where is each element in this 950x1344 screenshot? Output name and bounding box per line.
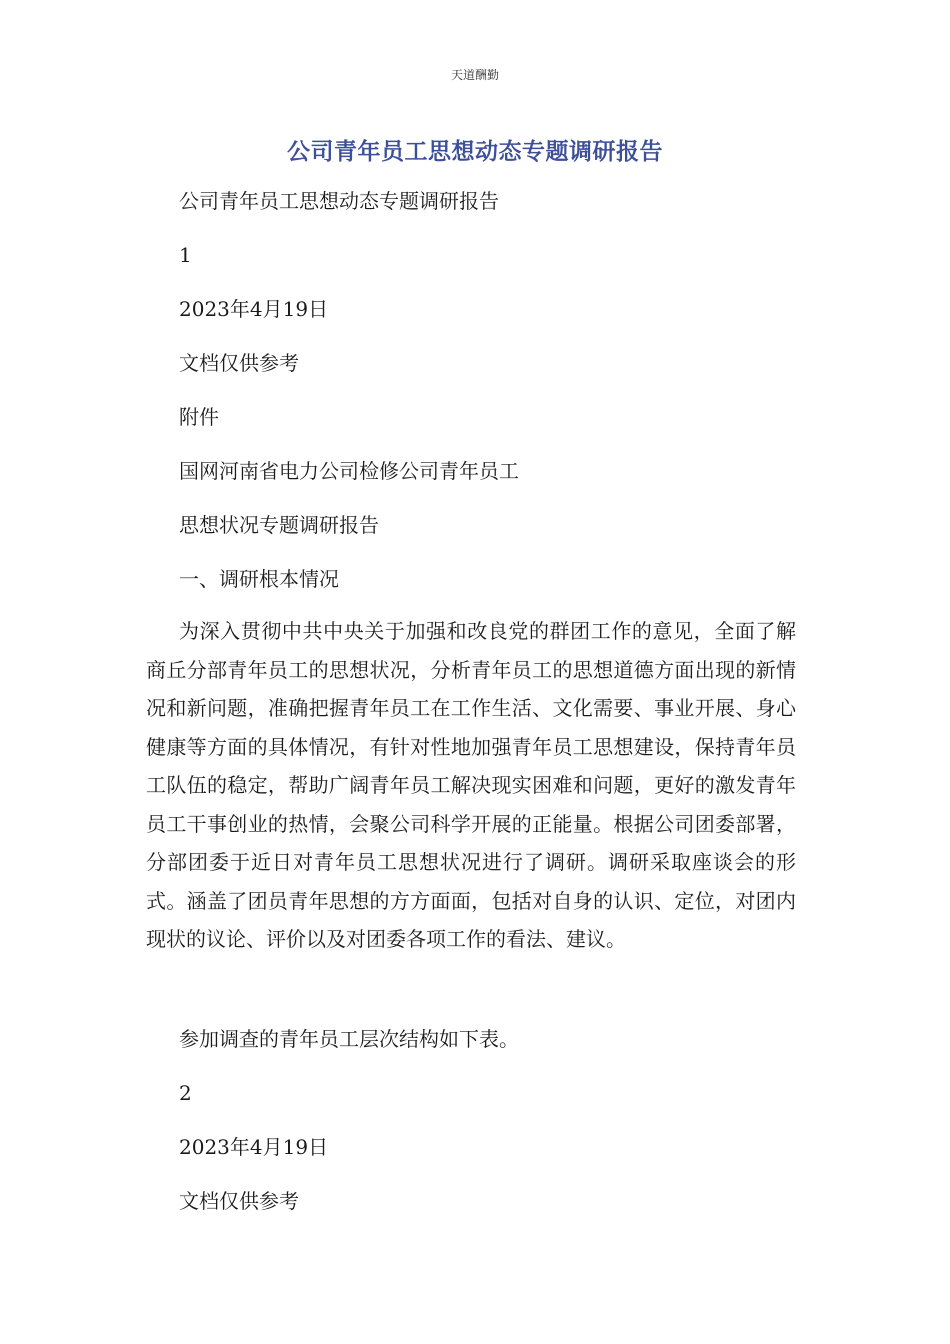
subtitle-line: 公司青年员工思想动态专题调研报告 [179, 189, 499, 213]
body-paragraph: 为深入贯彻中共中央关于加强和改良党的群团工作的意见，全面了解商丘分部青年员工的思想状况，分析青年员工的思想道德方面出现的新情况和新问题，准确把握青年员工在工作生活、文化需要、事业开展、身心健康等方面的具体情况，有针对性地加强青年员工思想建设，保持青年员工队伍的稳定，帮助广阔青年员工解决现实困难和问题，更好的激发青年员工干事创业的热情，会聚公司科学开展的正能量。根据公司团委部署，分部团委于近日对青年员工思想状况进行了调研。调研采取座谈会的形式。涵盖了团员青年思想的方方面面，包括对自身的认识、定位，对团内现状的议论、评价以及对团委各项工作的看法、建议。 [146, 619, 796, 951]
date-line: 2023年4月19日 [179, 297, 329, 321]
date-line-2: 2023年4月19日 [179, 1135, 329, 1159]
reference-note-line-2: 文档仅供参考 [179, 1189, 299, 1213]
reference-note-line: 文档仅供参考 [179, 351, 299, 375]
table-intro-line: 参加调查的青年员工层次结构如下表。 [179, 1027, 519, 1051]
report-title-line: 思想状况专题调研报告 [179, 513, 379, 537]
section-heading: 一、调研根本情况 [179, 567, 339, 591]
page-number-line: 1 [179, 243, 192, 267]
attachment-label: 附件 [179, 405, 219, 429]
page-header: 天道酬勤 [450, 68, 499, 82]
document-title: 公司青年员工思想动态专题调研报告 [287, 139, 663, 165]
page-number-line-2: 2 [179, 1081, 192, 1105]
organization-line: 国网河南省电力公司检修公司青年员工 [179, 459, 519, 483]
